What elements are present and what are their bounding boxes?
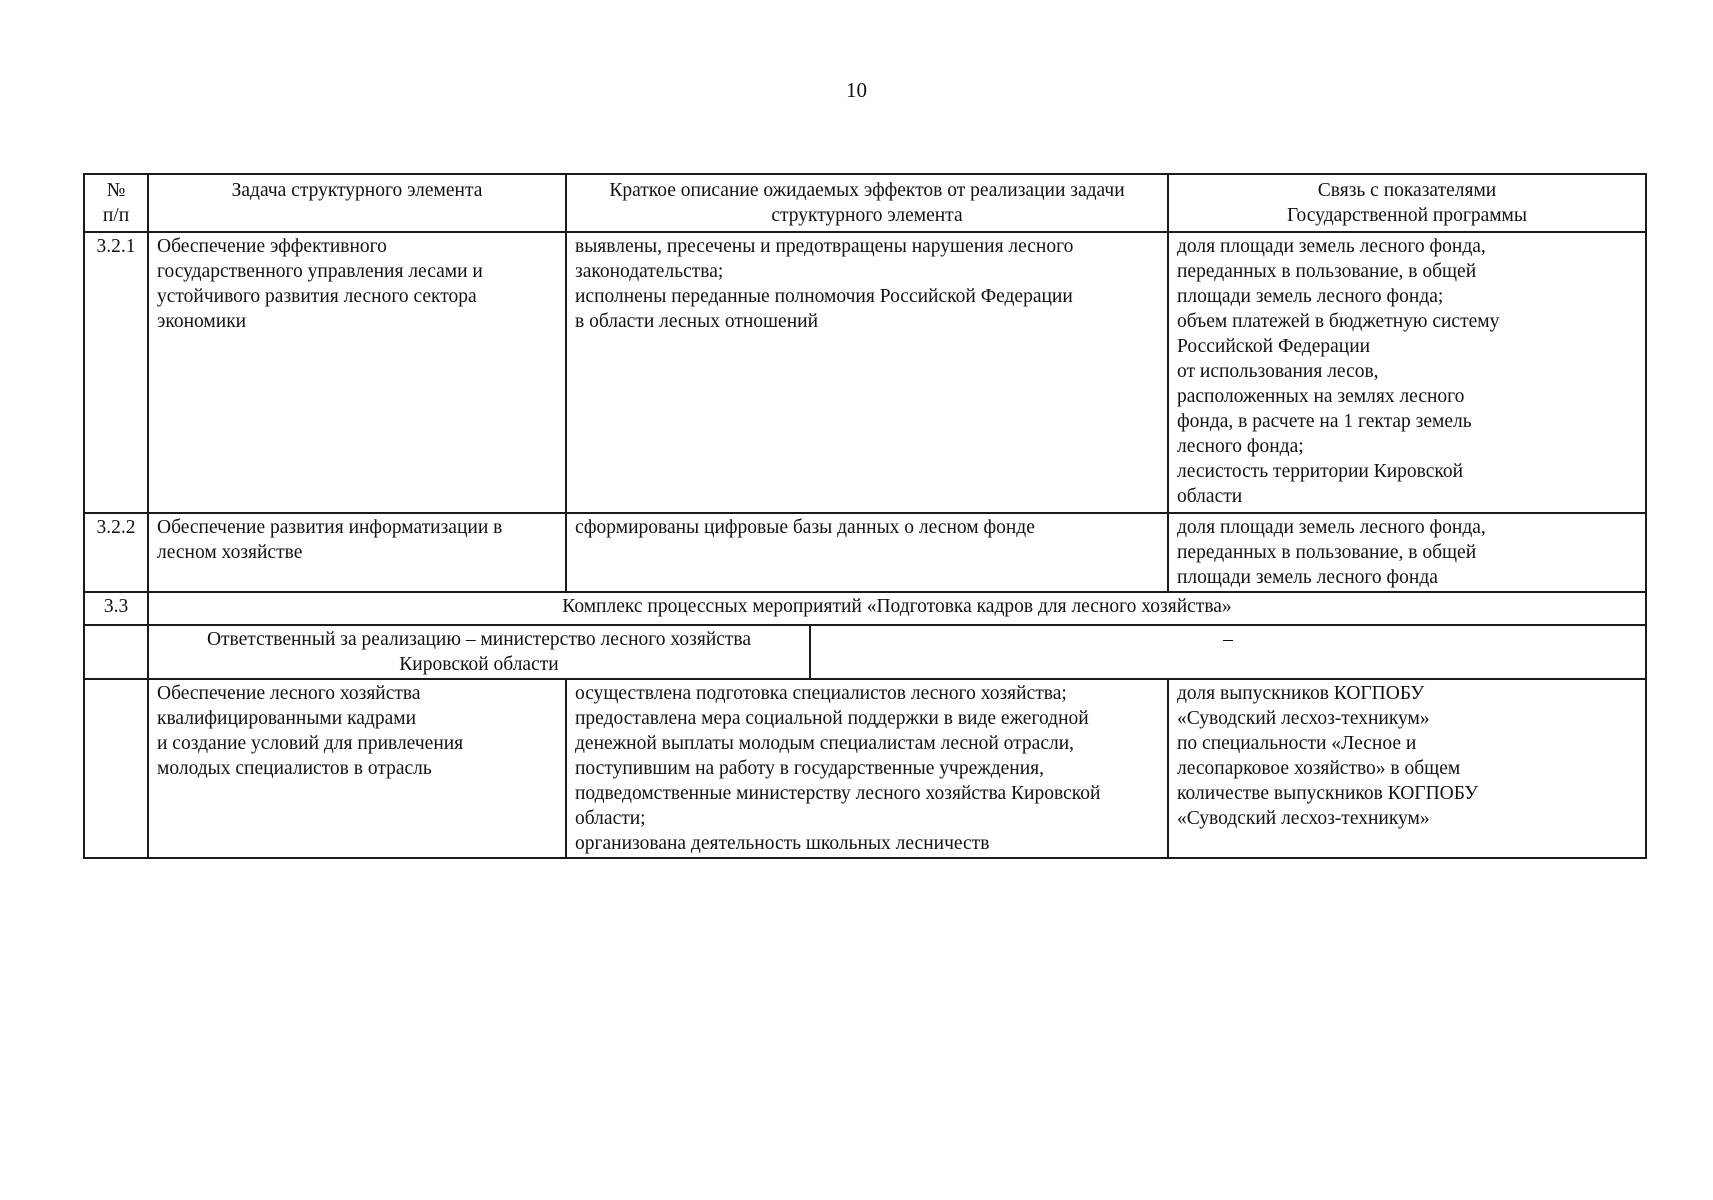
page-number: 10 [846, 78, 867, 102]
header-effects: Краткое описание ожидаемых эффектов от реализации задачи структурного элемента [566, 174, 1168, 232]
header-link: Связь с показателями Государственной программы [1168, 174, 1646, 232]
task-cell: Обеспечение эффективного государственного управления лесами и устойчивого развития лесного сектора экономики [148, 232, 566, 513]
table-row [84, 232, 1646, 513]
empty-number-cell [84, 625, 148, 679]
tasks-table [83, 173, 1647, 859]
effects-cell: выявлены, пресечены и предотвращены нарушения лесного законодательства; исполнены переданные полномочия Российской Федерации в области лесных отношений [566, 232, 1168, 513]
link-cell: доля площади земель лесного фонда, переданных в пользование, в общей площади земель лесного фонда; объем платежей в бюджетную систему Российской Федерации от использования лесов, расположенных на землях лесного фонда, в расчете на 1 гектар земель лесного фонда; лесистость территории Кировской области [1168, 232, 1646, 513]
header-num: № п/п [84, 174, 148, 232]
table-row [84, 679, 1646, 858]
section-row [84, 592, 1646, 625]
row-number: 3.2.1 [84, 232, 148, 513]
link-cell: доля выпускников КОГПОБУ «Суводский лесхоз-техникум» по специальности «Лесное и лесопарковое хозяйство» в общем количестве выпускников КОГПОБУ «Суводский лесхоз-техникум» [1168, 679, 1646, 858]
effects-cell: осуществлена подготовка специалистов лесного хозяйства; предоставлена мера социальной поддержки в виде ежегодной денежной выплаты молодым специалистам лесной отрасли, поступившим на работу в государственные учреждения, подведомственные министерству лесного хозяйства Кировской области; организована деятельность школьных лесничеств [566, 679, 1168, 858]
row-number [84, 679, 148, 858]
responsible-label: Ответственный за реализацию – министерство лесного хозяйства Кировской области [148, 625, 810, 679]
table-row [84, 513, 1646, 592]
responsible-value: – [810, 625, 1646, 679]
table-header-row [84, 174, 1646, 232]
task-cell: Обеспечение лесного хозяйства квалифицированными кадрами и создание условий для привлечения молодых специалистов в отрасль [148, 679, 566, 858]
link-cell: доля площади земель лесного фонда, переданных в пользование, в общей площади земель лесного фонда [1168, 513, 1646, 592]
header-task: Задача структурного элемента [148, 174, 566, 232]
responsible-row [84, 625, 1646, 679]
section-number: 3.3 [84, 592, 148, 625]
row-number: 3.2.2 [84, 513, 148, 592]
task-cell: Обеспечение развития информатизации в лесном хозяйстве [148, 513, 566, 592]
section-title: Комплекс процессных мероприятий «Подготовка кадров для лесного хозяйства» [148, 592, 1646, 625]
effects-cell: сформированы цифровые базы данных о лесном фонде [566, 513, 1168, 592]
